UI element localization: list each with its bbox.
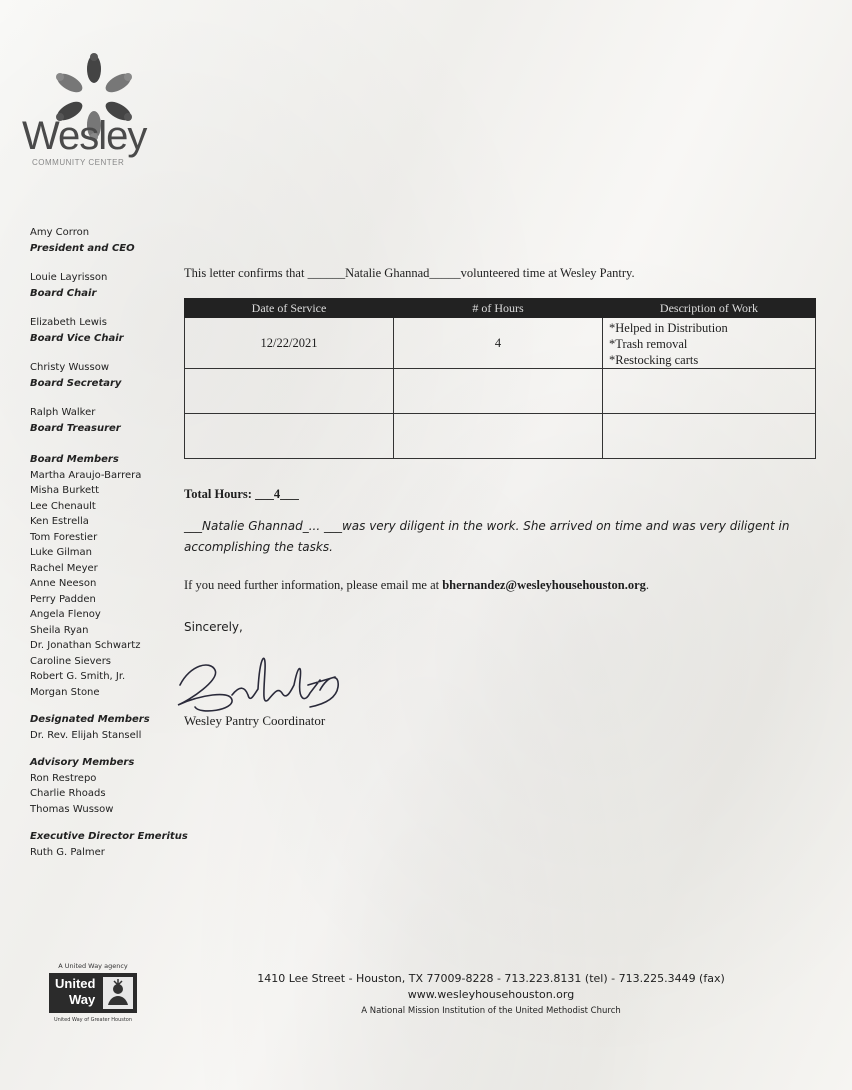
advisory-members-list <box>30 755 190 817</box>
footer-tagline: A National Mission Institution of the United Methodist Church <box>361 1006 621 1016</box>
header-date: Date of Service <box>185 299 394 318</box>
total-hours <box>184 487 299 502</box>
officer-role: Board Treasurer <box>30 422 121 434</box>
officer-vice-chair <box>30 315 190 346</box>
group-title: Board Members <box>30 454 119 465</box>
member-name: Ken Estrella <box>30 516 89 527</box>
member-name: Dr. Rev. Elijah Stansell <box>30 729 142 741</box>
volunteer-name: Natalie Ghannad <box>345 266 430 280</box>
united-way-agency: A United Way agency <box>58 962 128 970</box>
total-value: 4 <box>273 487 281 501</box>
board-members-list <box>30 452 190 700</box>
member-name: Ruth G. Palmer <box>30 846 105 858</box>
officer-chair <box>30 270 190 301</box>
diligent-prefix: ___ <box>184 519 202 533</box>
group-title: Advisory Members <box>30 757 135 768</box>
info-suffix: . <box>645 578 650 592</box>
footer-address: 1410 Lee Street - Houston, TX 77009-8228 - 713.223.8131 (tel) - 713.225.3449 (fax) <box>257 972 725 985</box>
member-name: Luke Gilman <box>30 547 93 558</box>
total-label: Total Hours: ___ <box>184 487 274 501</box>
officer-role: President and CEO <box>30 242 135 254</box>
officer-role: Board Secretary <box>30 377 122 389</box>
united-way-line1: United <box>55 976 96 991</box>
table-row-empty <box>185 414 816 459</box>
member-name: Robert G. Smith, Jr. <box>30 671 126 682</box>
contact-line <box>184 578 649 593</box>
member-name: Misha Burkett <box>30 485 99 496</box>
united-way-sub: United Way of Greater Houston <box>53 1017 133 1023</box>
board-sidebar <box>30 225 190 872</box>
member-name: Rachel Meyer <box>30 562 98 574</box>
group-title: Designated Members <box>30 714 150 725</box>
description-line: *Restocking carts <box>609 353 699 367</box>
logo-subtitle: COMMUNITY CENTER <box>32 158 125 167</box>
member-name: Sheila Ryan <box>30 624 89 636</box>
header-description: Description of Work <box>603 299 816 318</box>
logo-wordmark: Wesley <box>22 114 147 158</box>
united-way-logo <box>49 973 137 1013</box>
diligence-statement <box>184 516 824 558</box>
member-name: Ron Restrepo <box>30 772 97 784</box>
closing: Sincerely, <box>184 620 243 634</box>
officer-name: Elizabeth Lewis <box>30 317 107 328</box>
diligent-text: _... ___was very diligent in the work. She arrived on time and was very diligent in accomplishing the tasks. <box>184 519 790 554</box>
officer-secretary <box>30 360 190 391</box>
footer-website: www.wesleyhousehouston.org <box>407 988 575 1001</box>
officer-name: Amy Corron <box>30 227 90 238</box>
member-name: Dr. Jonathan Schwartz <box>30 640 141 651</box>
united-way-hand-icon <box>103 977 133 1009</box>
member-name: Lee Chenault <box>30 500 96 512</box>
member-name: Perry Padden <box>30 593 96 605</box>
officer-treasurer <box>30 405 190 436</box>
table-row-empty <box>185 369 816 414</box>
officer-president <box>30 225 190 256</box>
member-name: Martha Araujo-Barrera <box>30 469 142 481</box>
officer-name: Christy Wussow <box>30 362 110 373</box>
info-prefix: If you need further information, please email me at <box>184 578 443 592</box>
table-row <box>185 318 816 369</box>
member-name: Angela Flenoy <box>30 609 101 620</box>
total-suffix: ___ <box>280 487 299 501</box>
table-header-row <box>185 299 816 318</box>
cell-description <box>603 318 816 369</box>
contact-email: bhernandez@wesleyhousehouston.org <box>442 578 646 592</box>
description-line: *Trash removal <box>609 337 688 351</box>
member-name: Morgan Stone <box>30 686 100 698</box>
service-table <box>184 298 816 459</box>
designated-members-list <box>30 712 190 743</box>
cell-date: 12/22/2021 <box>185 318 394 369</box>
officer-name: Louie Layrisson <box>30 272 108 283</box>
confirm-suffix: _____volunteered time at Wesley Pantry. <box>429 266 635 280</box>
member-name: Charlie Rhoads <box>30 788 106 799</box>
member-name: Anne Neeson <box>30 578 97 589</box>
letterhead-footer <box>236 972 746 1016</box>
cell-hours: 4 <box>394 318 603 369</box>
header-hours: # of Hours <box>394 299 603 318</box>
executive-emeritus <box>30 829 190 860</box>
member-name: Caroline Sievers <box>30 655 112 667</box>
member-name: Tom Forestier <box>30 531 98 543</box>
member-name: Thomas Wussow <box>30 803 114 815</box>
officer-role: Board Chair <box>30 287 97 299</box>
united-way-line2: Way <box>69 992 96 1007</box>
confirm-prefix: This letter confirms that ______ <box>184 266 346 280</box>
group-title: Executive Director Emeritus <box>30 831 188 842</box>
signer-title: Wesley Pantry Coordinator <box>184 713 326 728</box>
confirmation-line <box>184 266 635 281</box>
officer-name: Ralph Walker <box>30 407 96 418</box>
diligent-name: Natalie Ghannad <box>202 519 303 533</box>
officer-role: Board Vice Chair <box>30 332 124 344</box>
united-way-badge <box>38 962 148 1023</box>
description-line: *Helped in Distribution <box>609 321 728 335</box>
